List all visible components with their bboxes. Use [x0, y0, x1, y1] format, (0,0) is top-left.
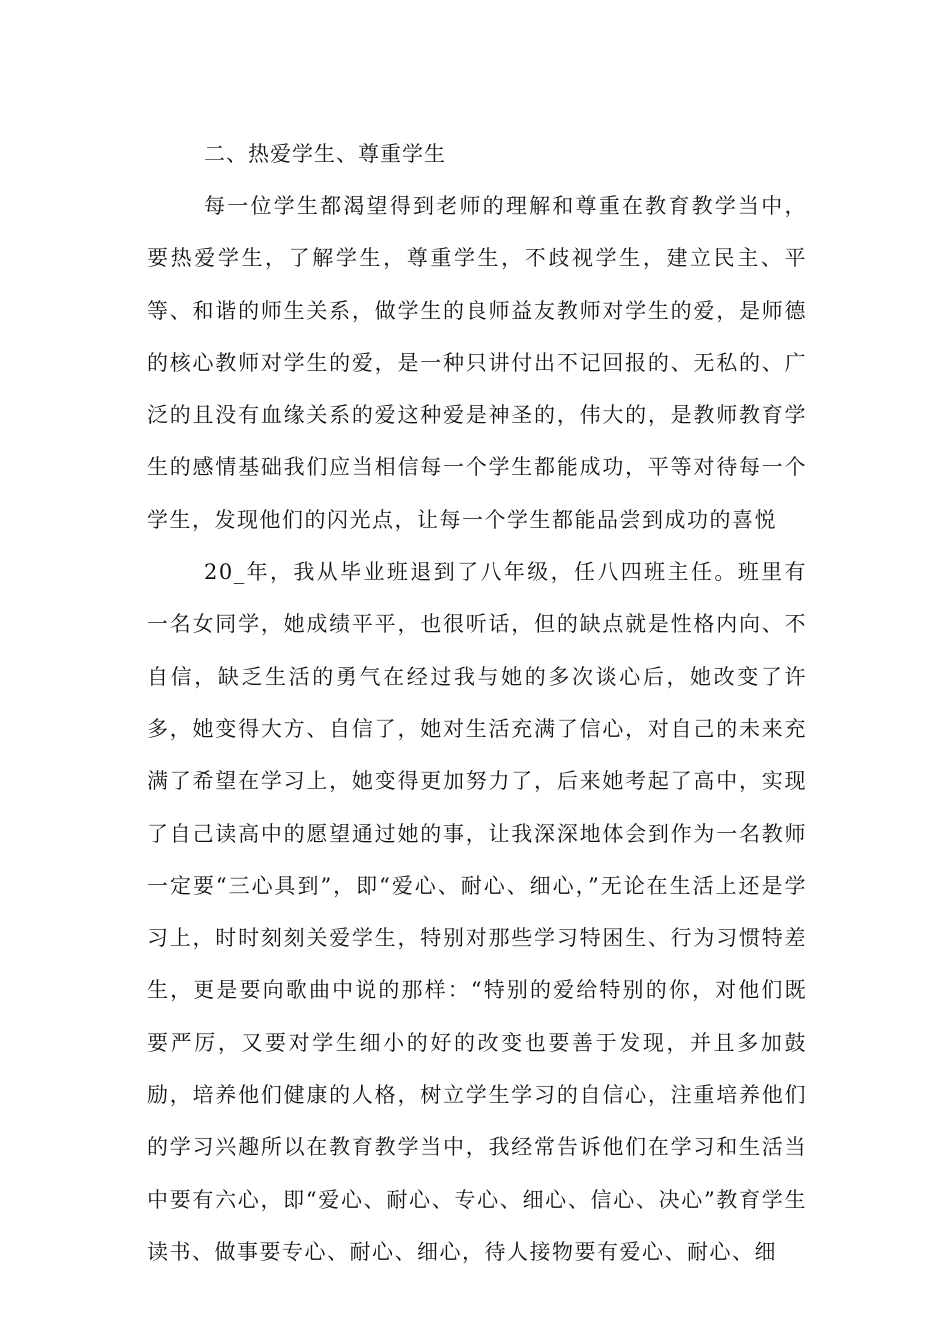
document-body — [147, 128, 807, 1278]
paragraph-teacher-story: 20_年，我从毕业班退到了八年级，任八四班主任。班里有一名女同学，她成绩平平，也很听话，但的缺点就是性格内向、不自信，缺乏生活的勇气在经过我与她的多次谈心后，她改变了许多，她变得大方、自信了，她对生活充满了信心，对自己的未来充满了希望在学习上，她变得更加努力了，后来她考起了高中，实现了自己读高中的愿望通过她的事，让我深深地体会到作为一名教师一定要“三心具到”，即“爱心、耐心、细心，”无论在生活上还是学习上，时时刻刻关爱学生，特别对那些学习特困生、行为习惯特差生，更是要向歌曲中说的那样：“特别的爱给特别的你，对他们既要严厉，又要对学生细小的好的改变也要善于发现，并且多加鼓励，培养他们健康的人格，树立学生学习的自信心，注重培养他们的学习兴趣所以在教育教学当中，我经常告诉他们在学习和生活当中要有六心，即“爱心、耐心、专心、细心、信心、决心”教育学生读书、做事要专心、耐心、细心，待人接物要有爱心、耐心、细 — [147, 560, 807, 1264]
section-heading: 二、热爱学生、尊重学生 — [204, 142, 446, 166]
paragraph-respect-students: 每一位学生都渴望得到老师的理解和尊重在教育教学当中，要热爱学生，了解学生，尊重学生，不歧视学生，建立民主、平等、和谐的师生关系，做学生的良师益友教师对学生的爱，是师德的核心教师对学生的爱，是一种只讲付出不记回报的、无私的、广泛的且没有血缘关系的爱这种爱是神圣的，伟大的，是教师教育学生的感情基础我们应当相信每一个学生都能成功，平等对待每一个学生，发现他们的闪光点，让每一个学生都能品尝到成功的喜悦 — [147, 194, 807, 532]
